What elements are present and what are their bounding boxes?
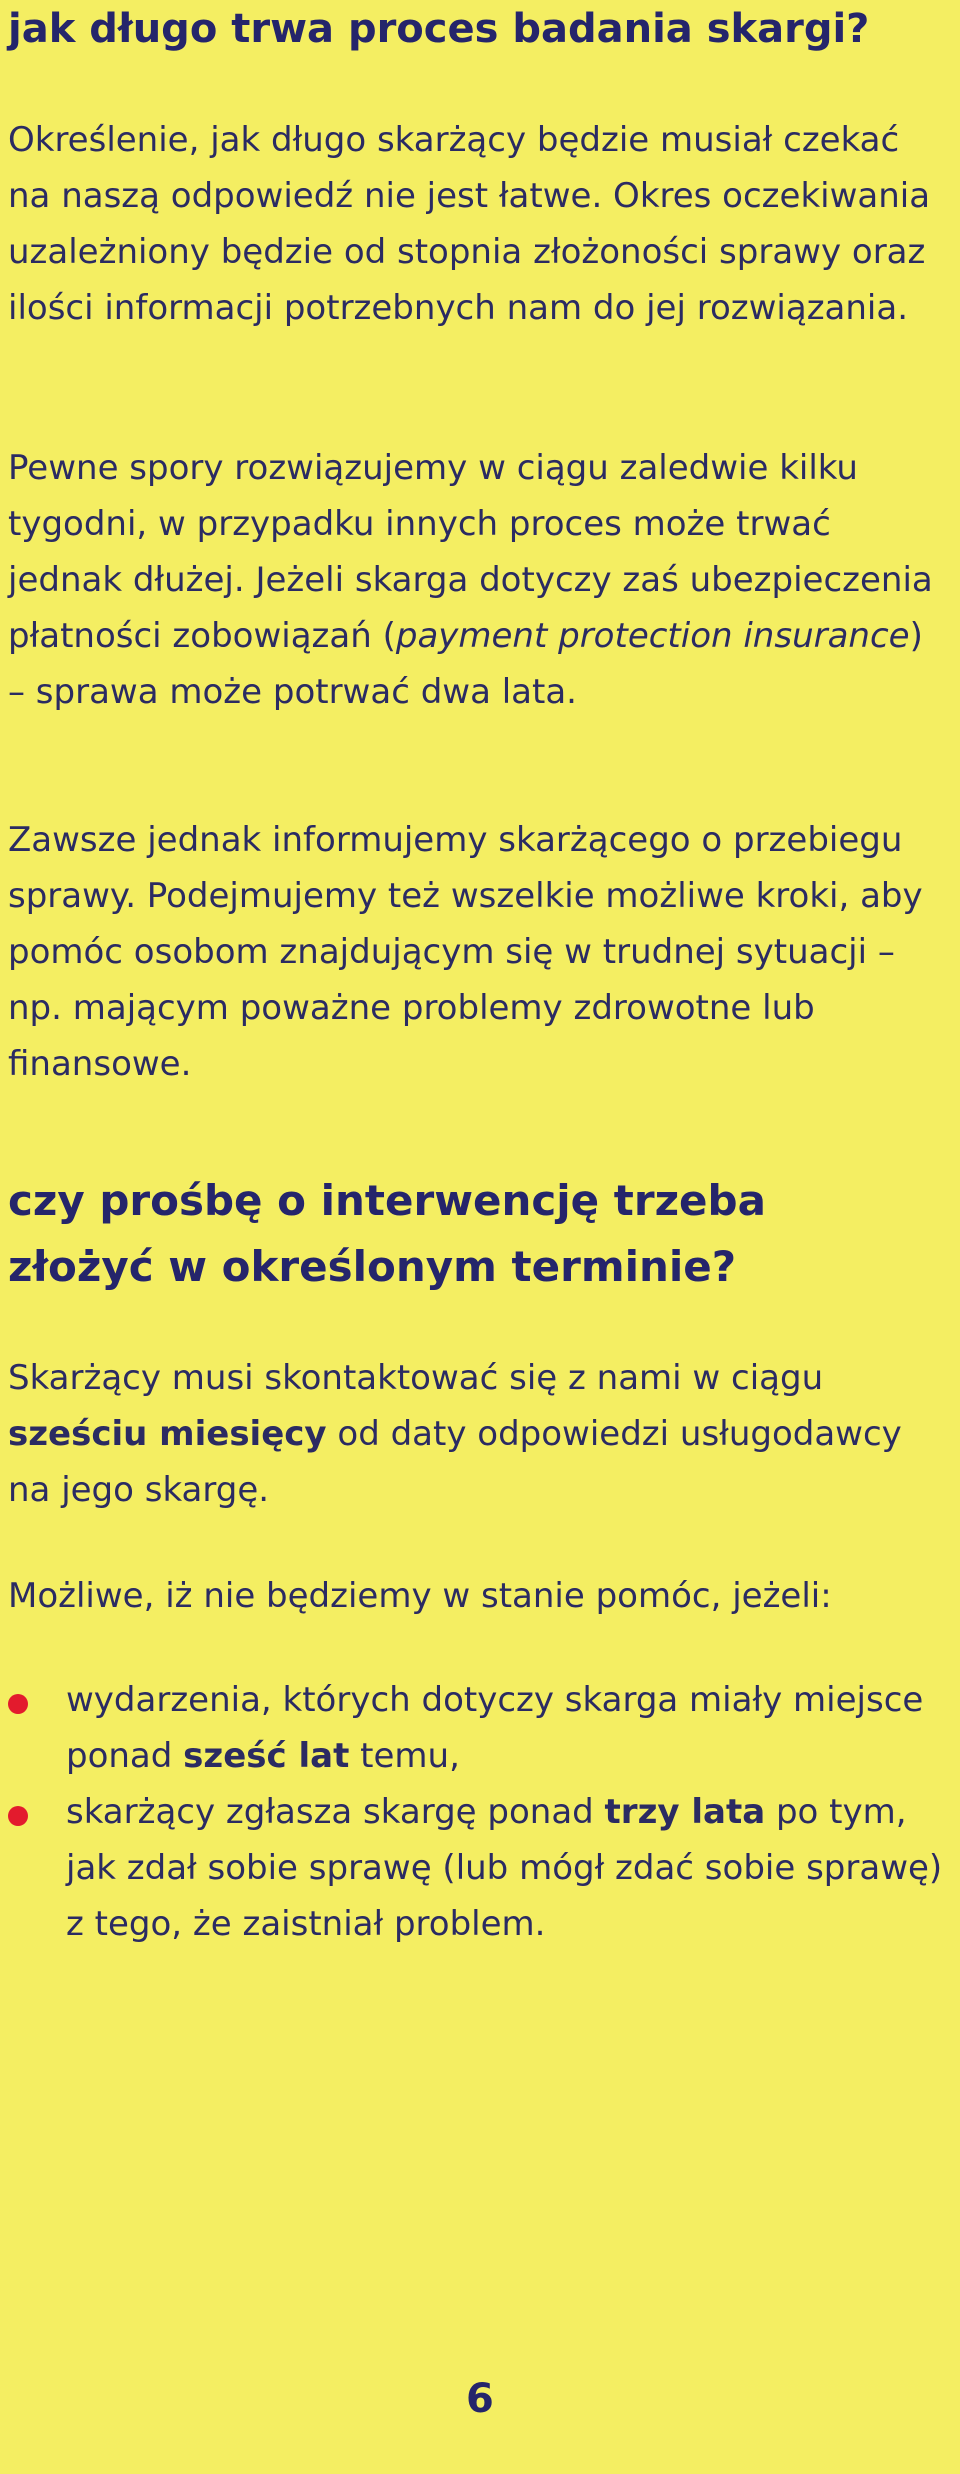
list-item-text-b: po tym, jak zdał sobie sprawę (lub mógł zdać sobie sprawę) z tego, że zaistniał problem. (66, 1792, 943, 1944)
paragraph-dispute-text-a: Pewne spory rozwiązujemy w ciągu zaledwie kilku tygodni, w przypadku innych proces może trwać jednak dłużej. Jeżeli skarga dotyczy zaś ubezpieczenia płatności zobowiązań ( (8, 448, 933, 656)
paragraph-contact-bold-period: sześciu miesięcy (8, 1414, 327, 1454)
list-item-text-a: skarżący zgłasza skargę ponad (66, 1792, 605, 1832)
list-item (8, 1672, 948, 1784)
section-heading-deadline (8, 1168, 766, 1300)
paragraph-dispute-duration (8, 440, 948, 720)
conditions-list (8, 1672, 948, 1952)
paragraph-contact-deadline (8, 1350, 948, 1518)
paragraph-dispute-italic-term: payment protection insurance (395, 616, 910, 656)
paragraph-progress-info: Zawsze jednak informujemy skarżącego o przebiegu sprawy. Podejmujemy też wszelkie możliwe kroki, aby pomóc osobom znajdującym się w trudnej sytuacji – np. mającym poważne problemy zdrowotne lub finansowe. (8, 820, 923, 1084)
bullet-dot-icon (8, 1806, 28, 1826)
list-item-text-a: wydarzenia, których dotyczy skarga miały miejsce ponad (66, 1680, 924, 1776)
section-heading-deadline-line2: złożyć w określonym terminie? (8, 1242, 737, 1291)
paragraph-contact-text-a: Skarżący musi skontaktować się z nami w ciągu (8, 1358, 824, 1398)
paragraph-dispute-text-b: ) – sprawa może potrwać dwa lata. (8, 616, 923, 712)
bullet-dot-icon (8, 1694, 28, 1714)
paragraph-contact-text-b: od daty odpowiedzi usługodawcy na jego skargę. (8, 1414, 902, 1510)
page-number: 6 (466, 2376, 494, 2422)
paragraph-waiting-time: Określenie, jak długo skarżący będzie musiał czekać na naszą odpowiedź nie jest łatwe. Okres oczekiwania uzależniony będzie od stopnia złożoności sprawy oraz ilości informacji potrzebnych nam do jej rozwiązania. (8, 120, 931, 328)
list-item-bold: trzy lata (604, 1792, 766, 1832)
paragraph-conditions-intro: Możliwe, iż nie będziemy w stanie pomóc, jeżeli: (8, 1576, 832, 1616)
list-item (8, 1784, 948, 1952)
list-item-bold: sześć lat (183, 1736, 350, 1776)
section-heading-duration: jak długo trwa proces badania skargi? (8, 6, 870, 52)
section-heading-deadline-line1: czy prośbę o interwencję trzeba (8, 1176, 766, 1225)
list-item-text-b: temu, (349, 1736, 460, 1776)
